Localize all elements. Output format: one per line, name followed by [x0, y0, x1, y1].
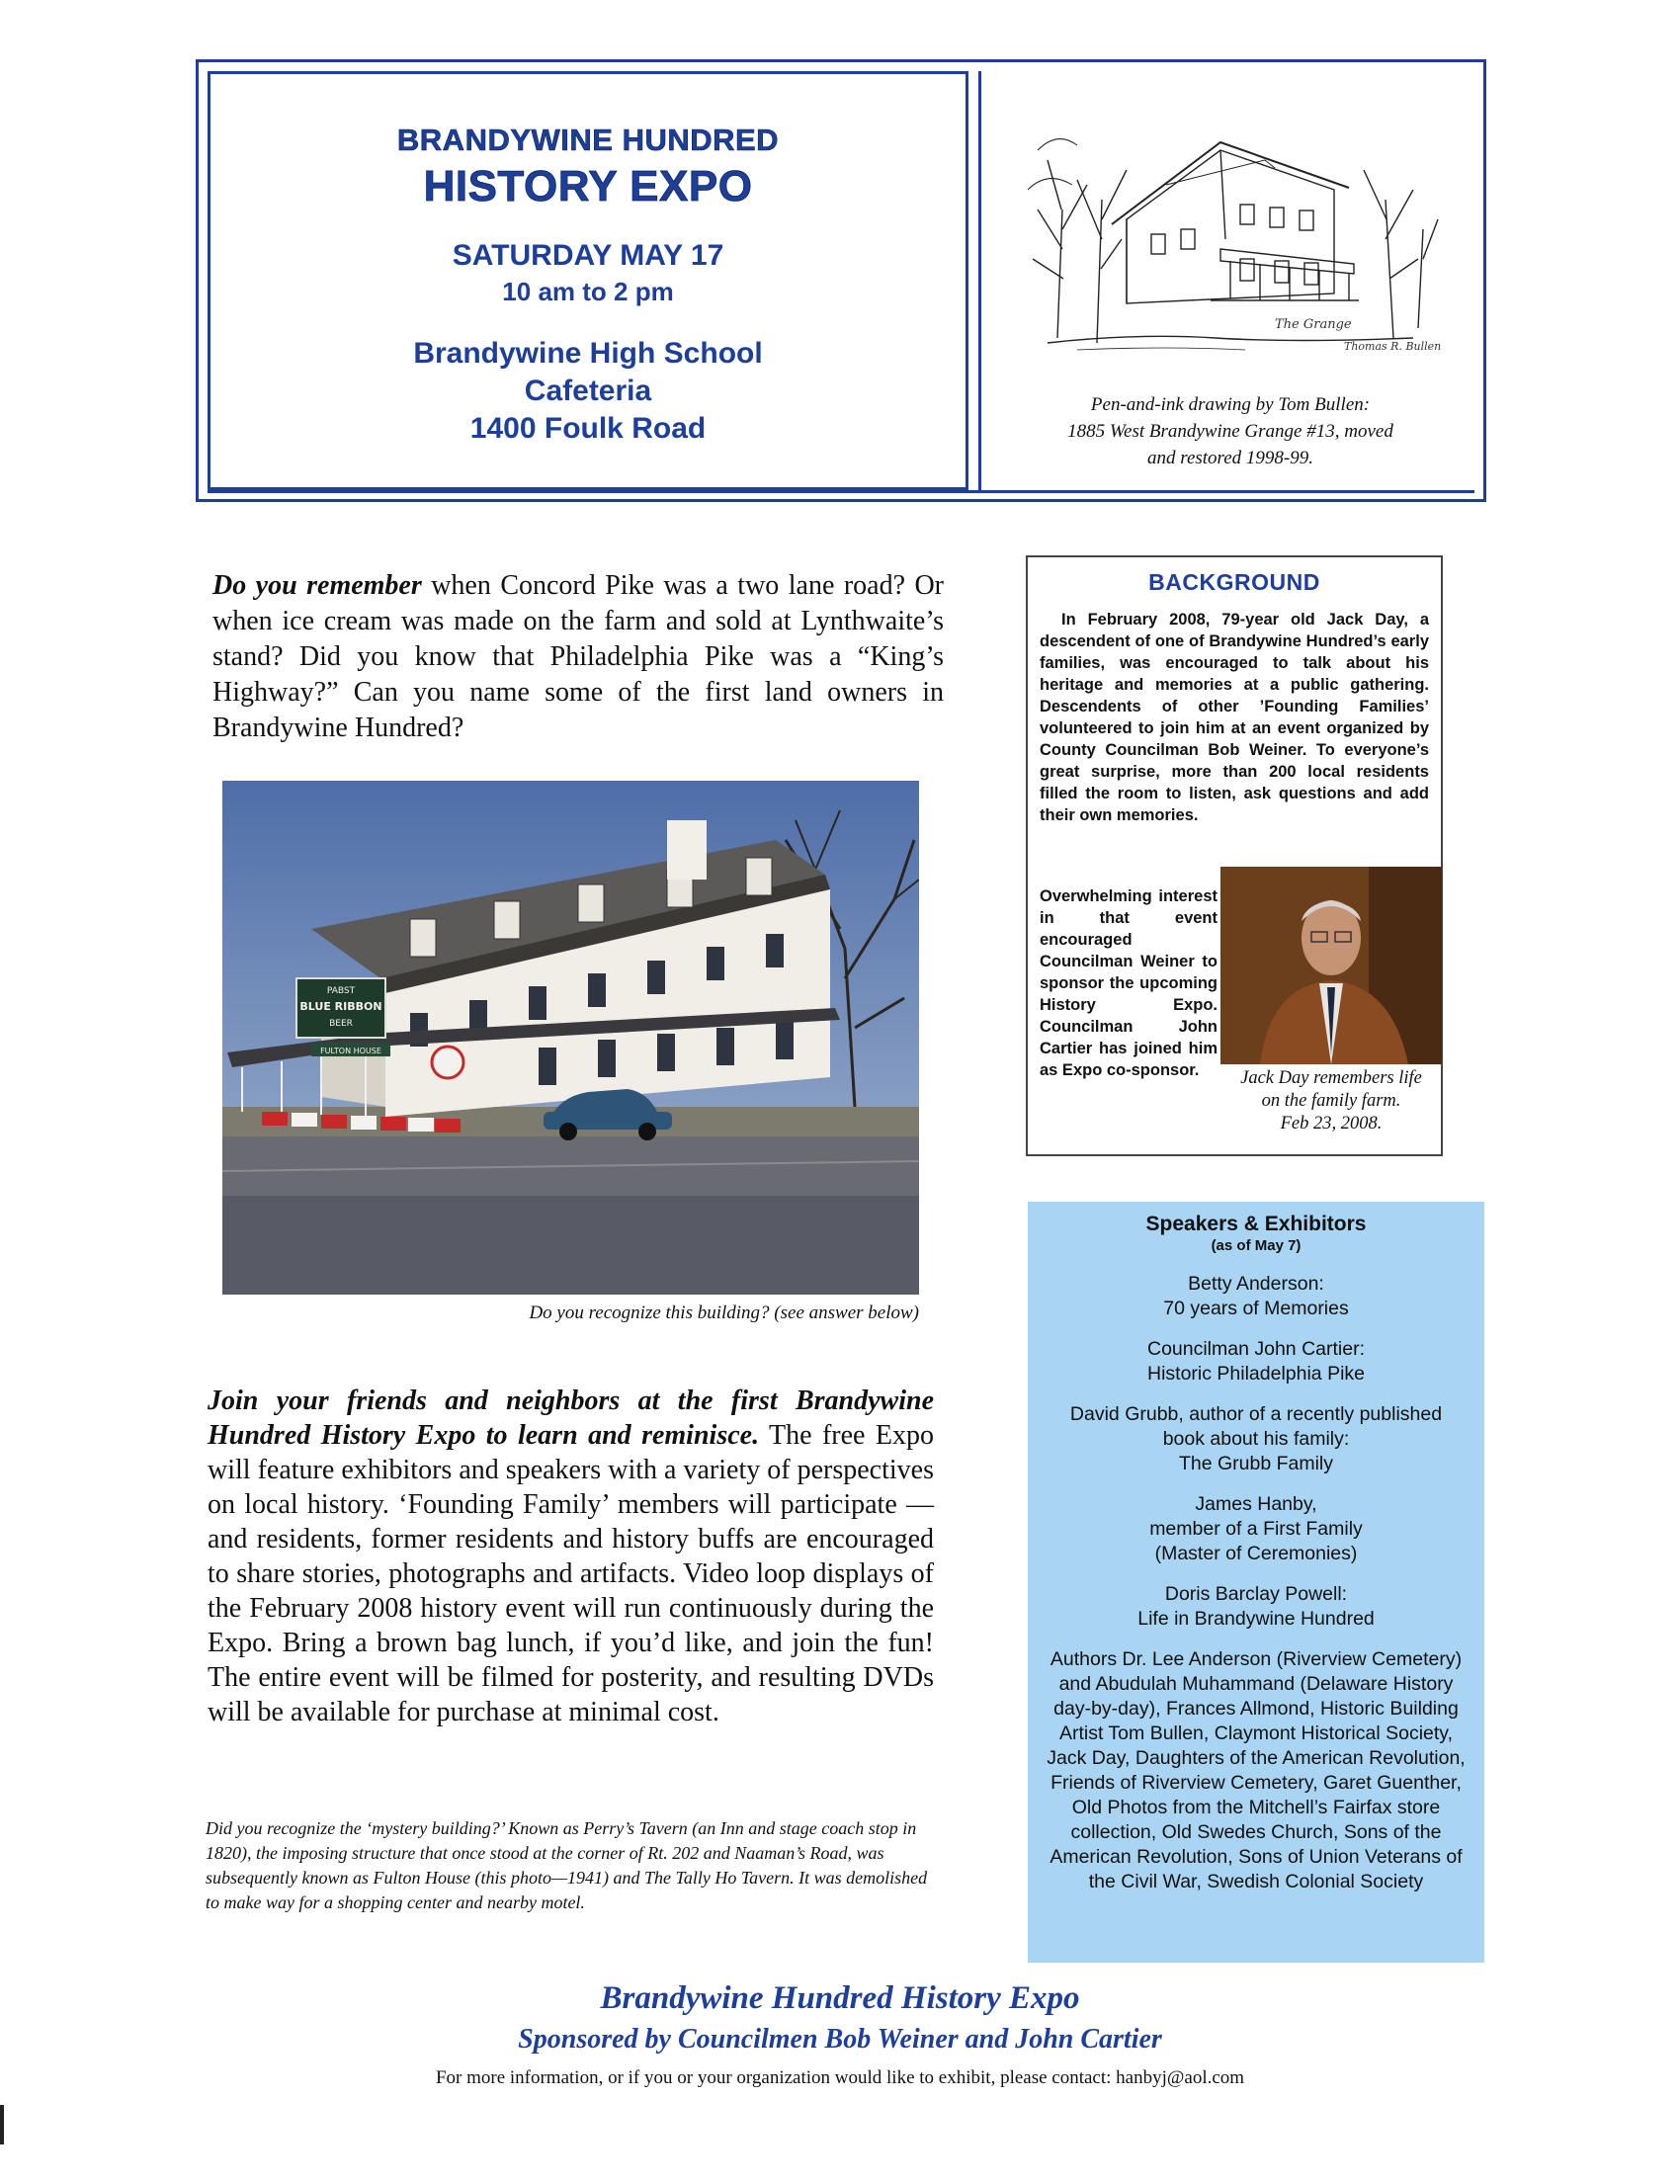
speaker-line: 70 years of Memories [1163, 1298, 1349, 1319]
mystery-building-photo [222, 781, 919, 1295]
jack-caption-line2: on the family farm. [1261, 1091, 1401, 1111]
venue-line3: 1400 Foulk Road [469, 412, 707, 445]
intro-lead: Do you remember [212, 570, 422, 601]
sign-line1: PABST [326, 986, 356, 996]
join-lead: Join your friends and neighbors at the first Brandywine Hundred History Expo to learn and reminisce. [208, 1386, 934, 1451]
jack-day-photo [1220, 867, 1442, 1064]
grange-caption-line1: Pen-and-ink drawing by Tom Bullen: [1090, 394, 1371, 415]
photo-caption: Do you recognize this building? (see answer below) [529, 1302, 919, 1323]
speaker-line: member of a First Family [1149, 1518, 1363, 1540]
background-paragraph1: In February 2008, 79-year old Jack Day, a descendent of one of Brandywine Hundred’s early families, was encouraged to talk about his heritage and memories at a public gathering. Descendents of other ’Founding Families’ volunteered to join him at an event organized by County Councilman Bob Weiner. To everyone’s great surprise, more than 200 local residents filled the room to listen, ask questions and add their own memories. [1040, 611, 1429, 824]
footer-contact: For more information, or if you or your organization would like to exhibit, please contact: hanbyj@aol.com [435, 2067, 1245, 2088]
join-paragraph [208, 1384, 934, 1729]
header-bottom-rule [208, 490, 1474, 493]
event-title-block [208, 71, 968, 448]
event-title-line1: BRANDYWINE HUNDRED [396, 123, 780, 157]
speakers-list [1028, 1212, 1484, 1894]
speaker-entry [1028, 1272, 1484, 1321]
speaker-entry [1028, 1492, 1484, 1566]
venue-line1: Brandywine High School [413, 337, 763, 370]
speaker-line: (Master of Ceremonies) [1154, 1543, 1358, 1564]
header-divider [978, 71, 981, 490]
speaker-line: James Hanby, [1195, 1493, 1317, 1515]
background-heading: BACKGROUND [1148, 569, 1320, 595]
event-title-line2: HISTORY EXPO [423, 162, 753, 210]
event-date: SATURDAY MAY 17 [452, 239, 724, 272]
speaker-line: David Grubb, author of a recently published [1069, 1403, 1443, 1425]
sign-fulton: FULTON HOUSE [320, 1047, 381, 1055]
mystery-answer: Did you recognize the ‘mystery building?’ Known as Perry’s Tavern (an Inn and stage coach stop in 1820), the imposing structure that once stood at the corner of Rt. 202 and Naaman’s Road, was subsequently known as Fulton House (this photo—1941) and The Tally Ho Tavern. It was demolished to make way for a shopping center and nearby motel. [206, 1818, 928, 1912]
footer-title: Brandywine Hundred History Expo [600, 1980, 1080, 2016]
grange-caption-line3: and restored 1998-99. [1147, 448, 1313, 468]
speaker-line: The Grubb Family [1178, 1453, 1334, 1474]
sign-line3: BEER [329, 1019, 353, 1029]
speaker-line: Life in Brandywine Hundred [1137, 1608, 1375, 1630]
background-paragraph2: Overwhelming interest in that event encouraged Councilman Weiner to sponsor the upcoming History Expo. Councilman John Cartier has joined him as Expo co-sponsor. [1040, 887, 1218, 1079]
speaker-line: Doris Barclay Powell: [1164, 1583, 1348, 1605]
speaker-line: Historic Philadelphia Pike [1146, 1363, 1366, 1385]
speaker-entry [1028, 1402, 1484, 1476]
venue-line2: Cafeteria [524, 375, 652, 407]
event-time: 10 am to 2 pm [502, 277, 674, 306]
jack-caption-line1: Jack Day remembers life [1240, 1068, 1422, 1088]
exhibitors-list: Authors Dr. Lee Anderson (Riverview Cemetery) and Abudulah Muhammand (Delaware History day-by-day), Frances Allmond, Historic Building Artist Tom Bullen, Claymont Historical Society, Jack Day, Daughters of the American Revolution, Friends of Riverview Cemetery, Garet Guenther, Old Photos from the Mitchell’s Fairfax store collection, Old Swedes Church, Sons of the American Revolution, Sons of Union Veterans of the Civil War, Swedish Colonial Society [1047, 1648, 1466, 1892]
scan-edge-mark [0, 2105, 4, 2144]
speaker-entry [1028, 1582, 1484, 1632]
speaker-entry [1028, 1337, 1484, 1386]
grange-caption [998, 391, 1463, 471]
intro-paragraph [212, 568, 944, 746]
event-venue [208, 335, 968, 448]
grange-caption-line2: 1885 West Brandywine Grange #13, moved [1067, 421, 1393, 442]
jack-photo-caption [1208, 1067, 1455, 1135]
speakers-subtitle: (as of May 7) [1211, 1237, 1302, 1254]
jack-caption-line3: Feb 23, 2008. [1280, 1114, 1383, 1134]
footer-sponsors: Sponsored by Councilmen Bob Weiner and John Cartier [518, 2024, 1162, 2055]
grange-sketch [1018, 91, 1443, 387]
intro-text: when Concord Pike was a two lane road? Or when ice cream was made on the farm and sold at Lynthwaite’s stand? Did you know that Philadelphia Pike was a “King’s Highway?” Can you name some of the first land owners in Brandywine Hundred? [212, 570, 945, 743]
speaker-line: book about his family: [1162, 1428, 1350, 1450]
sign-line2: BLUE RIBBON [299, 1000, 382, 1013]
speaker-line: Councilman John Cartier: [1146, 1338, 1365, 1360]
grange-sketch-label: The Grange [1275, 317, 1352, 332]
artist-signature: Thomas R. Bullen [1344, 340, 1442, 353]
speaker-line: Betty Anderson: [1188, 1273, 1324, 1295]
speakers-title: Speakers & Exhibitors [1145, 1213, 1367, 1235]
join-text: The free Expo will feature exhibitors and speakers with a variety of perspectives on local history. ‘Founding Family’ members will participate — and residents, former residents and history buffs are encouraged to share stories, photographs and artifacts. Video loop displays of the February 2008 history event will run continuously during the Expo. Bring a brown bag lunch, if you’d like, and join the fun! The entire event will be filmed for posterity, and resulting DVDs will be available for purchase at minimal cost. [208, 1420, 934, 1727]
